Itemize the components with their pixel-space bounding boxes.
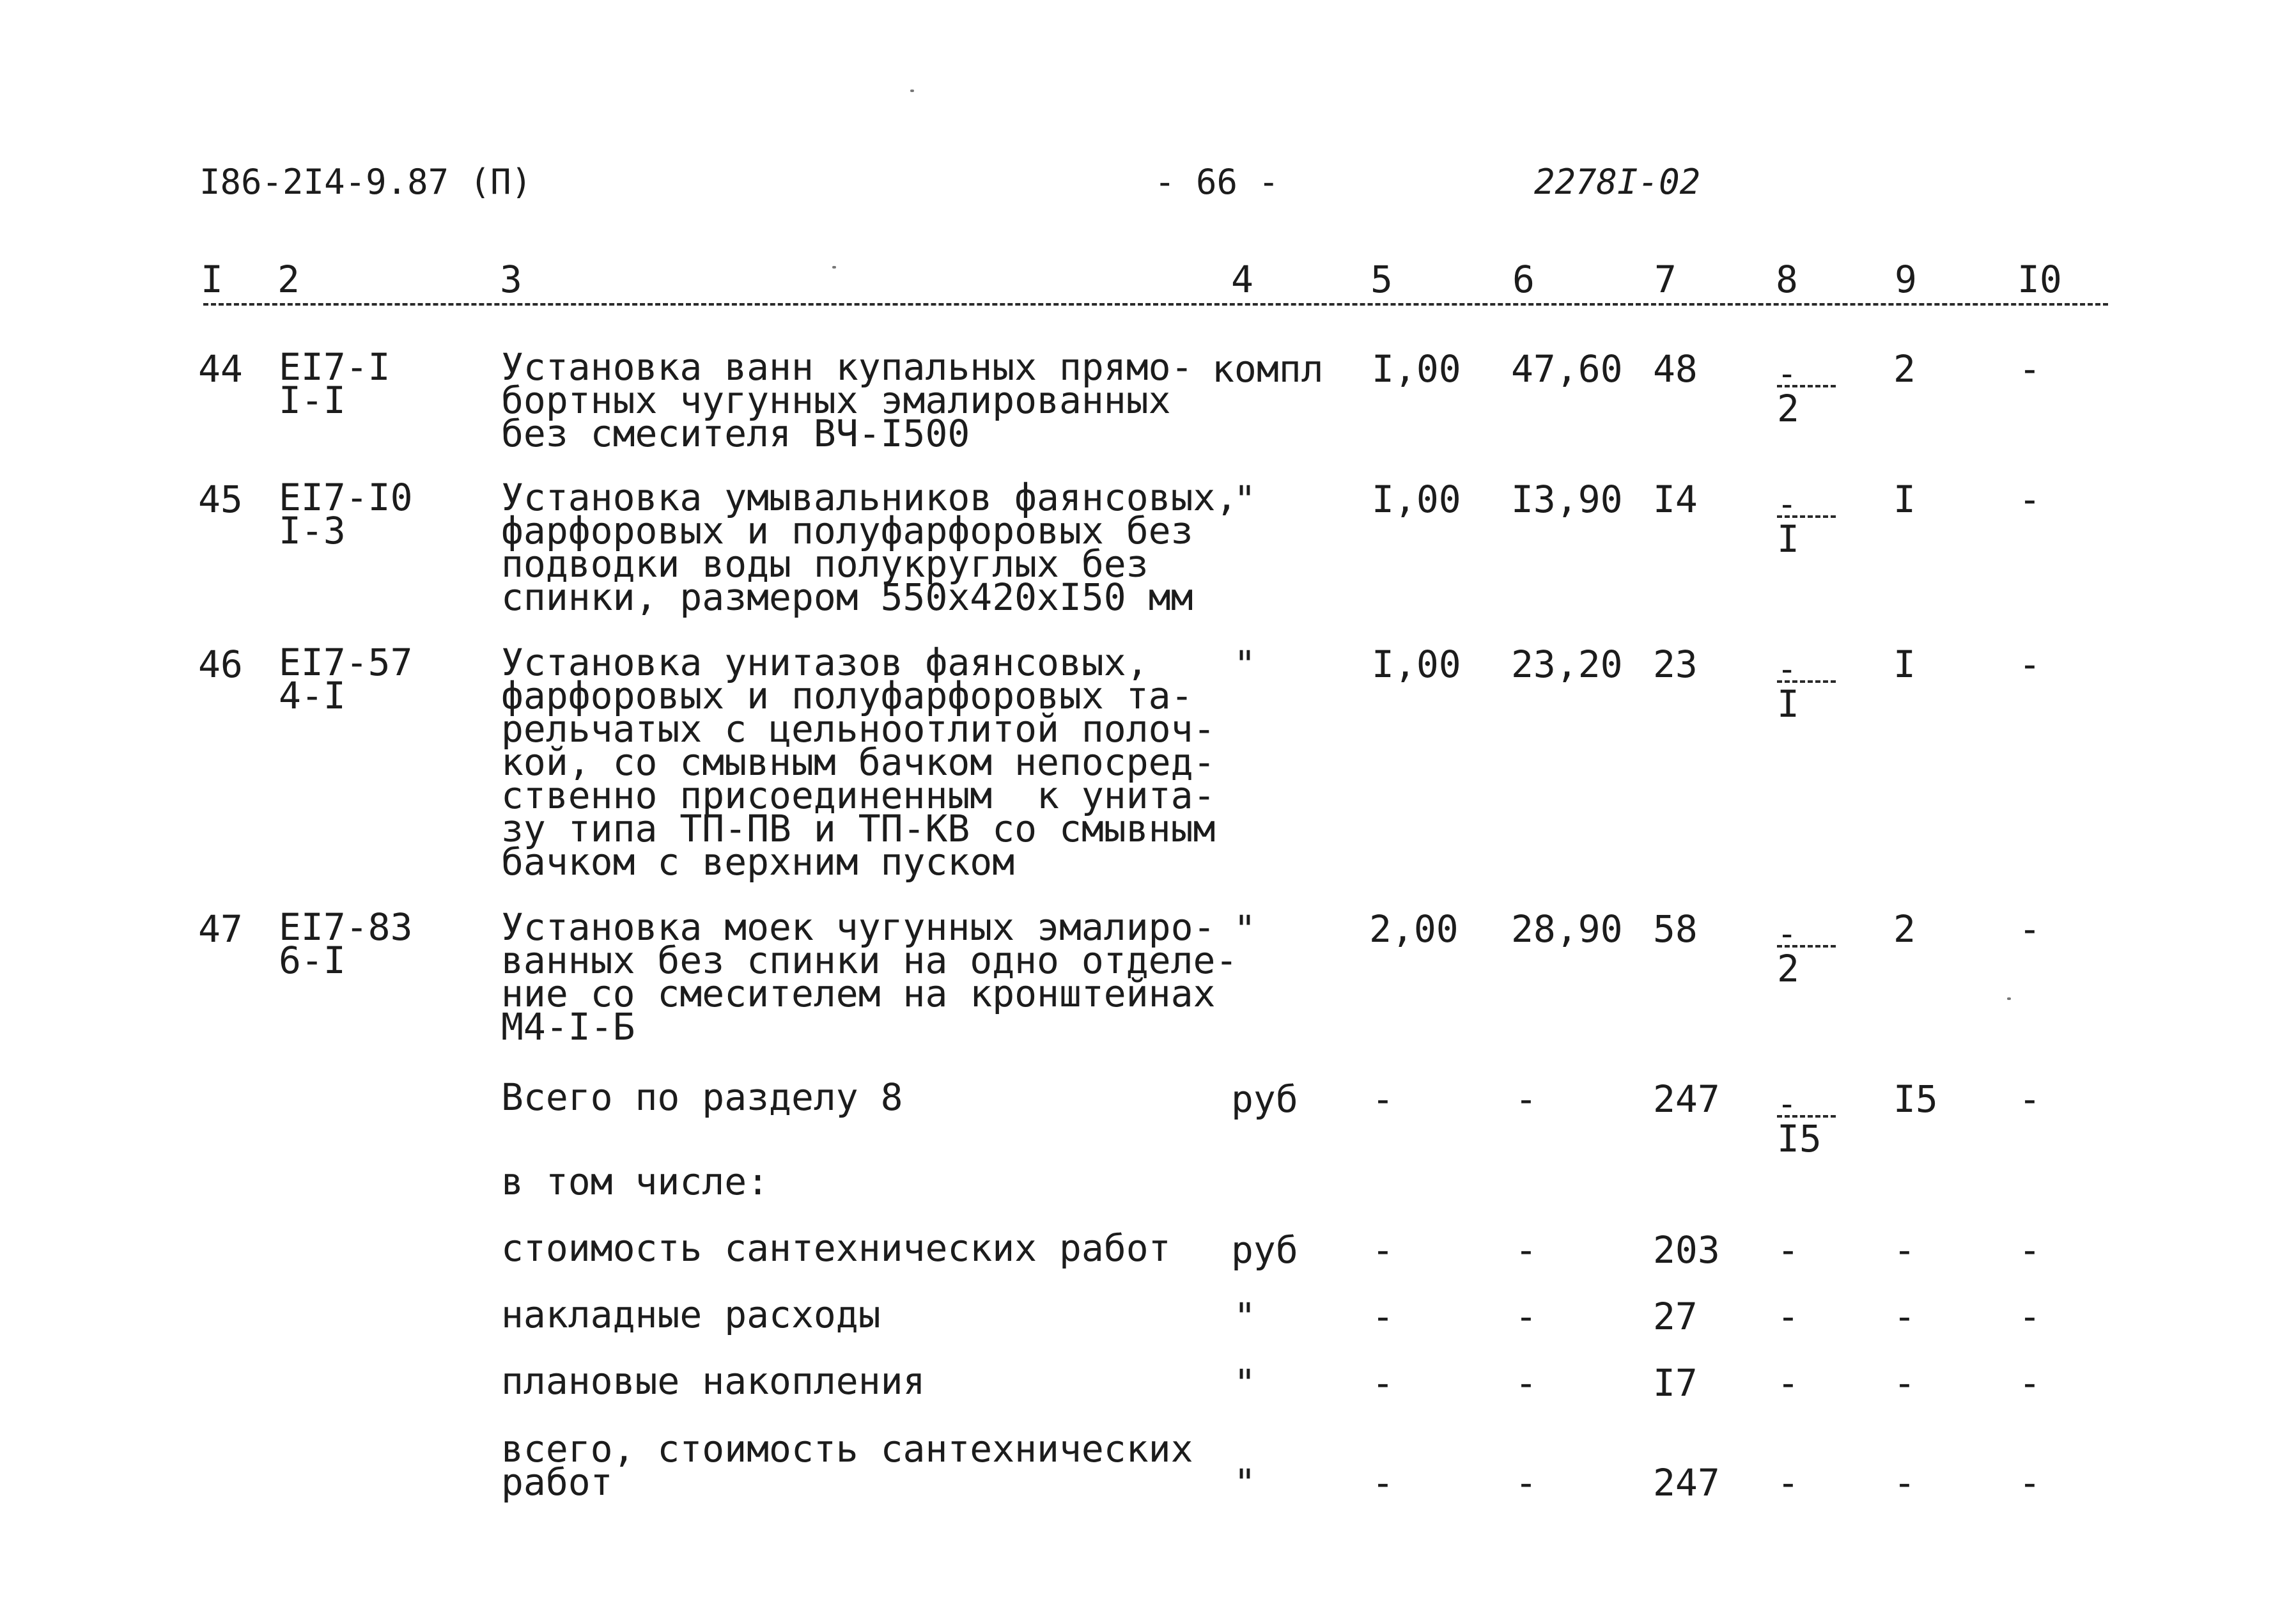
breakdown-price: - [1515,1228,1537,1272]
breakdown-col9: - [1893,1461,1916,1504]
breakdown-price: - [1515,1461,1537,1504]
column-header: 2 [277,258,300,301]
column-header: 4 [1231,258,1253,301]
breakdown-col10: - [2019,1295,2041,1338]
breakdown-description: плановые накопления [501,1359,926,1403]
row-col10: - [2019,907,2041,951]
breakdown-col8: - [1777,1228,1799,1272]
column-header: 9 [1895,258,1917,301]
section-total-col8-fraction [1777,1085,1847,1160]
breakdown-col9: - [1893,1295,1916,1338]
column-header: 6 [1512,258,1535,301]
breakdown-quantity: - [1372,1295,1394,1338]
breakdown-col8: - [1777,1361,1799,1405]
breakdown-total: 27 [1653,1295,1698,1338]
column-header: I [201,258,223,301]
row-code: EI7-I0 I-3 [279,476,413,552]
breakdown-col8: - [1777,1461,1799,1504]
fraction-numerator: - [1777,1085,1799,1123]
row-description: Установка моек чугунных эмалиро- ванных без спинки на одно отделе- ние со смесителем на кронштейнах М4-I-Б [501,905,1238,1049]
row-unit: " [1234,478,1256,521]
row-quantity: 2,00 [1369,907,1459,951]
section-total-price: - [1515,1077,1537,1121]
row-col9: I [1893,643,1916,686]
breakdown-unit: " [1234,1461,1256,1504]
breakdown-col8: - [1777,1295,1799,1338]
breakdown-col10: - [2019,1461,2041,1504]
fraction-denominator: I [1777,517,1799,561]
breakdown-total: 247 [1653,1461,1720,1504]
section-total-quantity: - [1372,1077,1394,1121]
breakdown-quantity: - [1372,1461,1394,1504]
page-number: - 66 - [1154,162,1280,202]
row-total: 58 [1653,907,1698,951]
row-total: 23 [1653,643,1698,686]
breakdown-unit: руб [1231,1228,1298,1272]
row-number: 44 [198,347,243,391]
row-description: Установка унитазов фаянсовых, фарфоровых и полуфарфоровых та- рельчатых с цельноотлитой полоч- кой, со смывным бачком непосред- ственно присоединенным к унита- зу типа ТП-ПВ и ТП-КВ со смывным бачком с верхним пуском [501,641,1216,884]
section-total-label: Всего по разделу 8 [501,1075,903,1119]
breakdown-description: стоимость сантехнических работ [501,1226,1171,1270]
row-code: EI7-83 6-I [279,905,413,982]
row-total: 48 [1653,347,1698,391]
row-unit: " [1234,907,1256,951]
fraction-denominator: I [1777,682,1799,726]
fraction-denominator: I5 [1777,1117,1822,1160]
column-header: I0 [2017,258,2062,301]
row-number: 47 [198,907,243,951]
breakdown-total: I7 [1653,1361,1698,1405]
breakdown-col10: - [2019,1228,2041,1272]
row-quantity: I,00 [1372,347,1461,391]
breakdown-quantity: - [1372,1228,1394,1272]
scan-speck [832,266,836,269]
breakdown-col9: - [1893,1228,1916,1272]
row-col9: 2 [1893,907,1916,951]
row-description: Установка умывальников фаянсовых, фарфоровых и полуфарфоровых без подводки воды полукруглых без спинки, размером 550х420хI50 мм [501,476,1238,619]
breakdown-col9: - [1893,1361,1916,1405]
row-unit: компл [1212,347,1324,391]
row-col9: 2 [1893,347,1916,391]
header-separator [203,303,2108,306]
row-col10: - [2019,347,2041,391]
fraction-numerator: - [1777,650,1799,689]
row-price: 28,90 [1511,907,1623,951]
row-quantity: I,00 [1372,478,1461,521]
column-header: 5 [1370,258,1393,301]
scan-speck [910,90,914,92]
row-price: 23,20 [1511,643,1623,686]
row-col8-fraction [1777,485,1847,561]
breakdown-price: - [1515,1361,1537,1405]
row-number: 45 [198,478,243,521]
row-col8-fraction [1777,355,1847,430]
breakdown-description: накладные расходы [501,1293,881,1336]
row-col8-fraction [1777,915,1847,990]
row-col9: I [1893,478,1916,521]
section-total-col10: - [2019,1077,2041,1121]
breakdown-description: всего, стоимость сантехнических работ [501,1427,1193,1504]
section-total-col9: I5 [1893,1077,1938,1121]
breakdown-price: - [1515,1295,1537,1338]
fraction-denominator: 2 [1777,387,1799,430]
document-code: I86-2I4-9.87 (П) [199,162,532,202]
row-col10: - [2019,643,2041,686]
row-price: I3,90 [1511,478,1623,521]
scan-speck [2007,997,2011,1000]
fraction-numerator: - [1777,485,1799,524]
breakdown-unit: " [1234,1295,1256,1338]
fraction-numerator: - [1777,915,1799,953]
row-total: I4 [1653,478,1698,521]
column-header: 8 [1776,258,1798,301]
fraction-numerator: - [1777,355,1799,393]
row-code: EI7-I I-I [279,345,391,422]
breakdown-col10: - [2019,1361,2041,1405]
row-price: 47,60 [1511,347,1623,391]
breakdown-total: 203 [1653,1228,1720,1272]
breakdown-unit: " [1234,1361,1256,1405]
row-unit: " [1234,643,1256,686]
row-code: EI7-57 4-I [279,641,413,717]
fraction-denominator: 2 [1777,947,1799,990]
row-col10: - [2019,478,2041,521]
archive-number: 2278I-02 [1534,162,1701,202]
column-header: 7 [1654,258,1677,301]
section-total-value: 247 [1653,1077,1720,1121]
section-total-unit: руб [1231,1077,1298,1121]
column-header: 3 [500,258,522,301]
including-label: в том числе: [501,1160,770,1203]
row-col8-fraction [1777,650,1847,726]
row-quantity: I,00 [1372,643,1461,686]
row-number: 46 [198,643,243,686]
breakdown-quantity: - [1372,1361,1394,1405]
row-description: Установка ванн купальных прямо- бортных чугунных эмалированных без смесителя ВЧ-I500 [501,345,1193,455]
